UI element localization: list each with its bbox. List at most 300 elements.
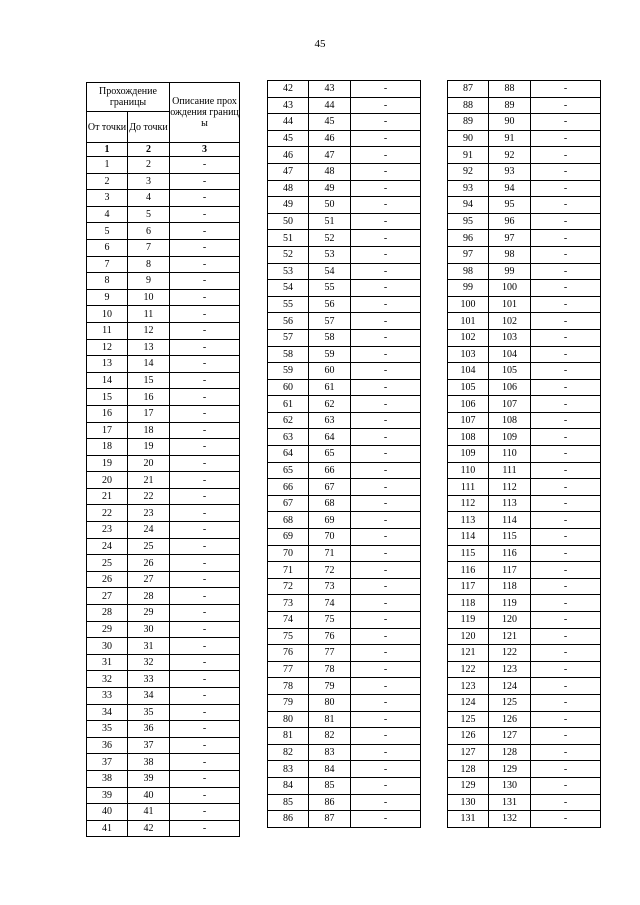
description-cell: - [351, 529, 421, 546]
description-cell: - [170, 505, 240, 522]
table-row [87, 356, 240, 373]
from-point-cell: 19 [87, 455, 128, 472]
description-cell: - [351, 694, 421, 711]
description-cell: - [351, 147, 421, 164]
description-cell: - [351, 429, 421, 446]
description-cell: - [170, 522, 240, 539]
to-point-cell: 53 [309, 246, 351, 263]
from-point-cell: 33 [87, 688, 128, 705]
table-row [268, 811, 421, 828]
description-cell: - [531, 479, 601, 496]
to-point-cell: 47 [309, 147, 351, 164]
table-row [448, 811, 601, 828]
description-cell: - [351, 313, 421, 330]
from-point-cell: 24 [87, 538, 128, 555]
table-row [87, 422, 240, 439]
from-point-cell: 114 [448, 529, 489, 546]
to-point-cell: 11 [128, 306, 170, 323]
description-cell: - [531, 446, 601, 463]
description-cell: - [351, 645, 421, 662]
to-point-cell: 74 [309, 595, 351, 612]
to-point-cell: 5 [128, 206, 170, 223]
boundary-table-2 [267, 80, 421, 828]
from-point-cell: 107 [448, 412, 489, 429]
from-point-cell: 115 [448, 545, 489, 562]
from-point-cell: 96 [448, 230, 489, 247]
table-row [87, 239, 240, 256]
from-point-cell: 48 [268, 180, 309, 197]
table-row [87, 571, 240, 588]
to-point-cell: 124 [489, 678, 531, 695]
to-point-cell: 120 [489, 612, 531, 629]
from-point-cell: 99 [448, 280, 489, 297]
description-cell: - [351, 495, 421, 512]
from-point-cell: 72 [268, 578, 309, 595]
to-point-cell: 12 [128, 322, 170, 339]
to-point-cell: 93 [489, 163, 531, 180]
from-point-cell: 32 [87, 671, 128, 688]
from-point-cell: 75 [268, 628, 309, 645]
table-row [448, 645, 601, 662]
to-point-cell: 114 [489, 512, 531, 529]
description-cell: - [351, 346, 421, 363]
from-point-cell: 28 [87, 605, 128, 622]
from-point-cell: 109 [448, 446, 489, 463]
description-cell: - [531, 761, 601, 778]
to-point-cell: 100 [489, 280, 531, 297]
from-point-cell: 15 [87, 389, 128, 406]
description-cell: - [351, 811, 421, 828]
to-point-cell: 67 [309, 479, 351, 496]
to-point-cell: 109 [489, 429, 531, 446]
from-point-cell: 84 [268, 777, 309, 794]
from-point-cell: 118 [448, 595, 489, 612]
description-cell: - [351, 246, 421, 263]
to-point-cell: 27 [128, 571, 170, 588]
description-cell: - [170, 654, 240, 671]
from-point-cell: 106 [448, 396, 489, 413]
description-cell: - [170, 754, 240, 771]
table-row [448, 180, 601, 197]
to-point-cell: 68 [309, 495, 351, 512]
from-point-cell: 3 [87, 190, 128, 207]
to-point-cell: 49 [309, 180, 351, 197]
to-point-cell: 89 [489, 97, 531, 114]
to-point-cell: 29 [128, 605, 170, 622]
description-cell: - [351, 130, 421, 147]
page-number: 45 [314, 38, 326, 50]
to-point-cell: 107 [489, 396, 531, 413]
table-row [448, 412, 601, 429]
table-row [448, 462, 601, 479]
description-cell: - [351, 777, 421, 794]
description-cell: - [351, 595, 421, 612]
description-cell: - [351, 728, 421, 745]
table-row [268, 263, 421, 280]
table-row [268, 578, 421, 595]
from-point-cell: 5 [87, 223, 128, 240]
description-cell: - [351, 412, 421, 429]
header-num-1: 1 [87, 143, 128, 157]
to-point-cell: 96 [489, 213, 531, 230]
from-point-cell: 102 [448, 329, 489, 346]
description-cell: - [531, 363, 601, 380]
from-point-cell: 83 [268, 761, 309, 778]
to-point-cell: 64 [309, 429, 351, 446]
table-row [268, 280, 421, 297]
table-row [448, 794, 601, 811]
description-cell: - [170, 555, 240, 572]
table-row [268, 313, 421, 330]
description-cell: - [351, 213, 421, 230]
from-point-cell: 78 [268, 678, 309, 695]
table-row [268, 512, 421, 529]
from-point-cell: 89 [448, 114, 489, 131]
table-row [268, 595, 421, 612]
from-point-cell: 66 [268, 479, 309, 496]
table-row [87, 256, 240, 273]
to-point-cell: 7 [128, 239, 170, 256]
to-point-cell: 69 [309, 512, 351, 529]
from-point-cell: 112 [448, 495, 489, 512]
to-point-cell: 25 [128, 538, 170, 555]
description-cell: - [531, 545, 601, 562]
description-cell: - [531, 396, 601, 413]
to-point-cell: 104 [489, 346, 531, 363]
table-row [268, 744, 421, 761]
from-point-cell: 127 [448, 744, 489, 761]
from-point-cell: 7 [87, 256, 128, 273]
to-point-cell: 15 [128, 372, 170, 389]
from-point-cell: 1 [87, 157, 128, 174]
to-point-cell: 97 [489, 230, 531, 247]
from-point-cell: 116 [448, 562, 489, 579]
to-point-cell: 58 [309, 329, 351, 346]
table-row [448, 728, 601, 745]
description-cell: - [531, 346, 601, 363]
description-cell: - [531, 495, 601, 512]
table-row [268, 678, 421, 695]
from-point-cell: 61 [268, 396, 309, 413]
table-row [448, 346, 601, 363]
table-row [87, 522, 240, 539]
to-point-cell: 34 [128, 688, 170, 705]
table-row [87, 322, 240, 339]
table-row [268, 694, 421, 711]
to-point-cell: 81 [309, 711, 351, 728]
header-crossing: Прохождение границы [87, 83, 170, 112]
from-point-cell: 68 [268, 512, 309, 529]
table-row [268, 628, 421, 645]
from-point-cell: 34 [87, 704, 128, 721]
description-cell: - [170, 571, 240, 588]
table-row [87, 306, 240, 323]
table-row [268, 562, 421, 579]
to-point-cell: 73 [309, 578, 351, 595]
to-point-cell: 33 [128, 671, 170, 688]
description-cell: - [531, 811, 601, 828]
from-point-cell: 21 [87, 488, 128, 505]
description-cell: - [170, 256, 240, 273]
boundary-table-3 [447, 80, 601, 828]
from-point-cell: 90 [448, 130, 489, 147]
to-point-cell: 116 [489, 545, 531, 562]
from-point-cell: 31 [87, 654, 128, 671]
table-row [87, 555, 240, 572]
from-point-cell: 76 [268, 645, 309, 662]
description-cell: - [170, 721, 240, 738]
from-point-cell: 69 [268, 529, 309, 546]
to-point-cell: 35 [128, 704, 170, 721]
from-point-cell: 94 [448, 197, 489, 214]
to-point-cell: 48 [309, 163, 351, 180]
from-point-cell: 126 [448, 728, 489, 745]
to-point-cell: 41 [128, 804, 170, 821]
table-row [87, 488, 240, 505]
from-point-cell: 105 [448, 379, 489, 396]
description-cell: - [351, 578, 421, 595]
from-point-cell: 45 [268, 130, 309, 147]
table-row [448, 711, 601, 728]
description-cell: - [351, 97, 421, 114]
from-point-cell: 85 [268, 794, 309, 811]
to-point-cell: 61 [309, 379, 351, 396]
description-cell: - [170, 820, 240, 837]
description-cell: - [531, 628, 601, 645]
from-point-cell: 10 [87, 306, 128, 323]
to-point-cell: 88 [489, 81, 531, 98]
table-row [87, 223, 240, 240]
description-cell: - [351, 230, 421, 247]
description-cell: - [351, 396, 421, 413]
description-cell: - [170, 273, 240, 290]
from-point-cell: 87 [448, 81, 489, 98]
table-row [268, 728, 421, 745]
to-point-cell: 70 [309, 529, 351, 546]
table-row [268, 661, 421, 678]
to-point-cell: 63 [309, 412, 351, 429]
table-row [87, 704, 240, 721]
table-row [87, 472, 240, 489]
from-point-cell: 42 [268, 81, 309, 98]
description-cell: - [531, 379, 601, 396]
description-cell: - [531, 595, 601, 612]
from-point-cell: 79 [268, 694, 309, 711]
from-point-cell: 59 [268, 363, 309, 380]
from-point-cell: 121 [448, 645, 489, 662]
to-point-cell: 10 [128, 289, 170, 306]
from-point-cell: 50 [268, 213, 309, 230]
to-point-cell: 123 [489, 661, 531, 678]
from-point-cell: 101 [448, 313, 489, 330]
description-cell: - [170, 389, 240, 406]
to-point-cell: 132 [489, 811, 531, 828]
table-row [448, 379, 601, 396]
from-point-cell: 74 [268, 612, 309, 629]
from-point-cell: 14 [87, 372, 128, 389]
table-row [268, 147, 421, 164]
from-point-cell: 35 [87, 721, 128, 738]
description-cell: - [351, 197, 421, 214]
to-point-cell: 60 [309, 363, 351, 380]
to-point-cell: 117 [489, 562, 531, 579]
to-point-cell: 46 [309, 130, 351, 147]
header-num-2: 2 [128, 143, 170, 157]
to-point-cell: 44 [309, 97, 351, 114]
table-row [268, 81, 421, 98]
to-point-cell: 119 [489, 595, 531, 612]
table-row [448, 512, 601, 529]
description-cell: - [351, 280, 421, 297]
description-cell: - [531, 313, 601, 330]
from-point-cell: 11 [87, 322, 128, 339]
table-row [87, 721, 240, 738]
to-point-cell: 111 [489, 462, 531, 479]
to-point-cell: 14 [128, 356, 170, 373]
table-row [87, 688, 240, 705]
table-row [268, 545, 421, 562]
to-point-cell: 110 [489, 446, 531, 463]
table-row [448, 661, 601, 678]
table-row [87, 289, 240, 306]
description-cell: - [531, 777, 601, 794]
to-point-cell: 82 [309, 728, 351, 745]
to-point-cell: 125 [489, 694, 531, 711]
to-point-cell: 131 [489, 794, 531, 811]
from-point-cell: 108 [448, 429, 489, 446]
table-row [87, 405, 240, 422]
table-row [87, 372, 240, 389]
table-row [87, 190, 240, 207]
to-point-cell: 37 [128, 737, 170, 754]
to-point-cell: 71 [309, 545, 351, 562]
from-point-cell: 120 [448, 628, 489, 645]
table-row [448, 396, 601, 413]
to-point-cell: 24 [128, 522, 170, 539]
description-cell: - [351, 479, 421, 496]
table-row [448, 479, 601, 496]
to-point-cell: 8 [128, 256, 170, 273]
to-point-cell: 62 [309, 396, 351, 413]
description-cell: - [170, 638, 240, 655]
table-row [448, 529, 601, 546]
to-point-cell: 105 [489, 363, 531, 380]
from-point-cell: 22 [87, 505, 128, 522]
table-row [87, 654, 240, 671]
table-row [268, 346, 421, 363]
to-point-cell: 92 [489, 147, 531, 164]
description-cell: - [351, 612, 421, 629]
table-row [87, 157, 240, 174]
table-row [87, 173, 240, 190]
description-cell: - [531, 147, 601, 164]
description-cell: - [351, 794, 421, 811]
to-point-cell: 101 [489, 296, 531, 313]
to-point-cell: 21 [128, 472, 170, 489]
to-point-cell: 79 [309, 678, 351, 695]
table-row [268, 230, 421, 247]
table-row [268, 462, 421, 479]
to-point-cell: 65 [309, 446, 351, 463]
from-point-cell: 64 [268, 446, 309, 463]
description-cell: - [351, 545, 421, 562]
description-cell: - [531, 612, 601, 629]
table-row [87, 787, 240, 804]
table-row [448, 81, 601, 98]
description-cell: - [170, 588, 240, 605]
to-point-cell: 94 [489, 180, 531, 197]
from-point-cell: 70 [268, 545, 309, 562]
description-cell: - [531, 180, 601, 197]
from-point-cell: 100 [448, 296, 489, 313]
table-row [448, 147, 601, 164]
from-point-cell: 44 [268, 114, 309, 131]
to-point-cell: 50 [309, 197, 351, 214]
header-description: Описание прохождения границы [170, 83, 240, 143]
table-row [448, 495, 601, 512]
description-cell: - [170, 356, 240, 373]
from-point-cell: 93 [448, 180, 489, 197]
table-row [448, 446, 601, 463]
description-cell: - [351, 81, 421, 98]
table-row [448, 114, 601, 131]
to-point-cell: 102 [489, 313, 531, 330]
description-cell: - [531, 263, 601, 280]
description-cell: - [170, 488, 240, 505]
table-row [448, 230, 601, 247]
header-num-3: 3 [170, 143, 240, 157]
description-cell: - [170, 787, 240, 804]
description-cell: - [531, 578, 601, 595]
to-point-cell: 45 [309, 114, 351, 131]
from-point-cell: 73 [268, 595, 309, 612]
description-cell: - [531, 197, 601, 214]
table-row [448, 612, 601, 629]
table-row [268, 197, 421, 214]
table-row [448, 628, 601, 645]
to-point-cell: 22 [128, 488, 170, 505]
table-row [448, 197, 601, 214]
description-cell: - [170, 422, 240, 439]
table-row [268, 213, 421, 230]
table-row [268, 363, 421, 380]
to-point-cell: 40 [128, 787, 170, 804]
description-cell: - [351, 379, 421, 396]
description-cell: - [531, 678, 601, 695]
from-point-cell: 103 [448, 346, 489, 363]
table-row [448, 163, 601, 180]
from-point-cell: 71 [268, 562, 309, 579]
from-point-cell: 57 [268, 329, 309, 346]
description-cell: - [351, 263, 421, 280]
description-cell: - [531, 280, 601, 297]
to-point-cell: 6 [128, 223, 170, 240]
to-point-cell: 9 [128, 273, 170, 290]
from-point-cell: 129 [448, 777, 489, 794]
from-point-cell: 27 [87, 588, 128, 605]
description-cell: - [170, 621, 240, 638]
from-point-cell: 67 [268, 495, 309, 512]
description-cell: - [170, 372, 240, 389]
from-point-cell: 95 [448, 213, 489, 230]
to-point-cell: 80 [309, 694, 351, 711]
to-point-cell: 130 [489, 777, 531, 794]
description-cell: - [531, 246, 601, 263]
description-cell: - [170, 804, 240, 821]
table-row [268, 612, 421, 629]
table-row [268, 429, 421, 446]
description-cell: - [531, 562, 601, 579]
